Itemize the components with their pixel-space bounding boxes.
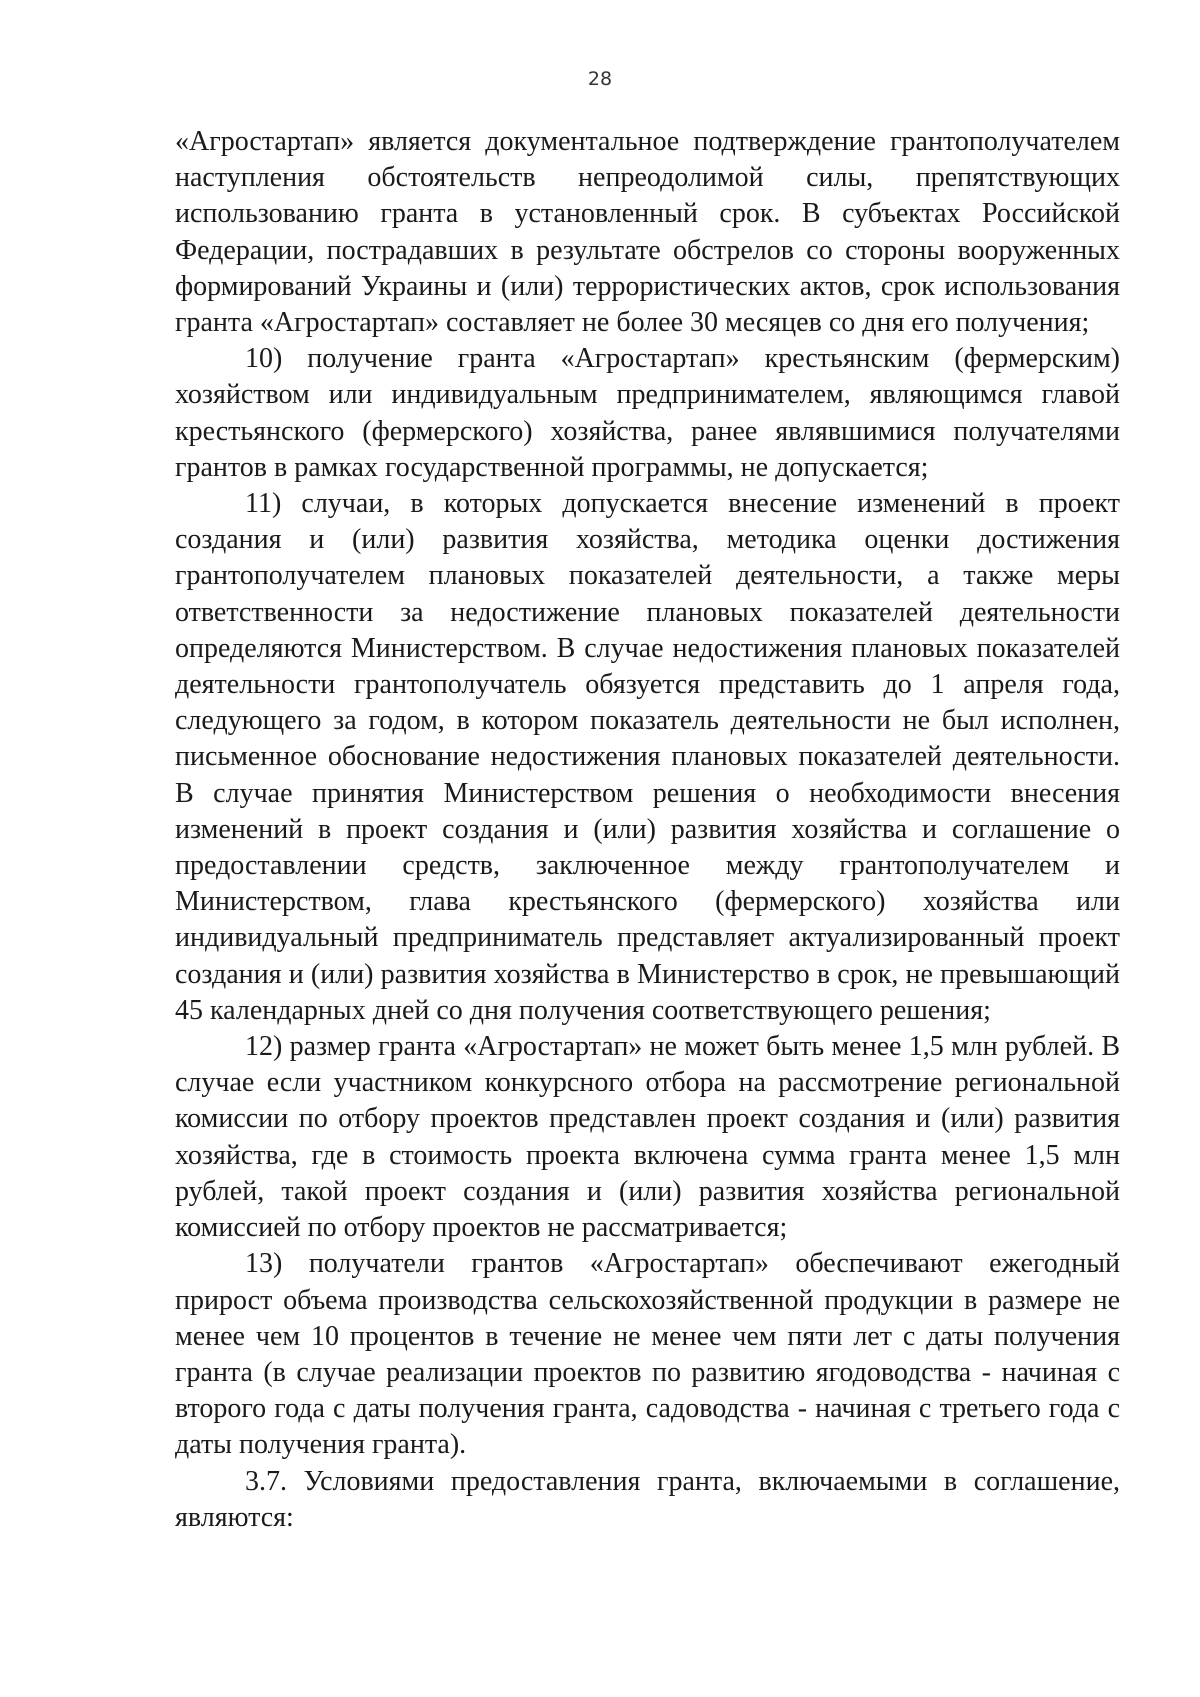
paragraph-item-10: 10) получение гранта «Агростартап» крестьянским (фермерским) хозяйством или индивидуальным предпринимателем, являющимся главой крестьянского (фермерского) хозяйства, ранее являвшимися получателями грантов в рамках государственной программы, не допускается; bbox=[175, 343, 1120, 483]
document-body bbox=[175, 124, 1120, 1536]
page-number: 28 bbox=[587, 68, 613, 90]
paragraph-item-11: 11) случаи, в которых допускается внесение изменений в проект создания и (или) развития хозяйства, методика оценки достижения грантополучателем плановых показателей деятельности, а также меры ответственности за недостижение плановых показателей деятельности определяются Министерством. В случае недостижения плановых показателей деятельности грантополучатель обязуется представить до 1 апреля года, следующего за годом, в котором показатель деятельности не был исполнен, письменное обоснование недостижения плановых показателей деятельности. В случае принятия Министерством решения о необходимости внесения изменений в проект создания и (или) развития хозяйства и соглашение о предоставлении средств, заключенное между грантополучателем и Министерством, глава крестьянского (фермерского) хозяйства или индивидуальный предприниматель представляет актуализированный проект создания и (или) развития хозяйства в Министерство в срок, не превышающий 45 календарных дней со дня получения соответствующего решения; bbox=[175, 488, 1120, 1026]
paragraph-item-13: 13) получатели грантов «Агростартап» обеспечивают ежегодный прирост объема производства сельскохозяйственной продукции в размере не менее чем 10 процентов в течение не менее чем пяти лет с даты получения гранта (в случае реализации проектов по развитию ягодоводства - начиная с второго года с даты получения гранта, садоводства - начиная с третьего года с даты получения гранта). bbox=[175, 1248, 1120, 1461]
paragraph-item-12: 12) размер гранта «Агростартап» не может быть менее 1,5 млн рублей. В случае если участником конкурсного отбора на рассмотрение региональной комиссии по отбору проектов представлен проект создания и (или) развития хозяйства, где в стоимость проекта включена сумма гранта менее 1,5 млн рублей, такой проект создания и (или) развития хозяйства региональной комиссией по отбору проектов не рассматривается; bbox=[175, 1031, 1120, 1244]
paragraph-continuation: «Агростартап» является документальное подтверждение грантополучателем наступления обстоятельств непреодолимой силы, препятствующих использованию гранта в установленный срок. В субъектах Российской Федерации, пострадавших в результате обстрелов со стороны вооруженных формирований Украины и (или) террористических актов, срок использования гранта «Агростартап» составляет не более 30 месяцев со дня его получения; bbox=[175, 126, 1120, 339]
paragraph-section-3-7: 3.7. Условиями предоставления гранта, включаемыми в соглашение, являются: bbox=[175, 1465, 1120, 1533]
